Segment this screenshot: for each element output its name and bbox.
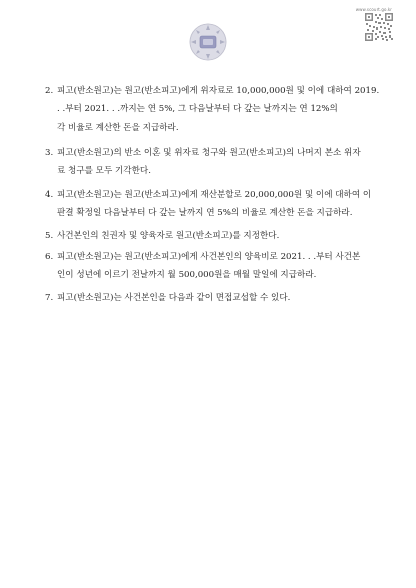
item-text-line: 료 청구를 모두 기각한다. <box>57 166 151 176</box>
item-text-line: 피고(반소원고)는 원고(반소피고)에게 사건본인의 양육비로 2021. . .부터 사건본 <box>57 252 361 262</box>
item-text-line: 피고(반소원고)는 원고(반소피고)에게 위자료로 10,000,000원 및 이에 대하여 2019. <box>57 86 380 96</box>
item-text-line: 각 비율로 계산한 돈을 지급하라. <box>57 123 179 133</box>
item-number: 5. <box>45 231 54 241</box>
item-number: 4. <box>45 190 54 200</box>
site-url: www.scourt.go.kr <box>355 7 392 12</box>
item-text-line: 판결 확정일 다음날부터 다 갚는 날까지 연 5%의 비율로 계산한 돈을 지급하라. <box>57 208 353 218</box>
item-number: 6. <box>45 252 54 262</box>
item-text-line: . .부터 2021. . .까지는 연 5%, 그 다음날부터 다 갚는 날까지는 연 12%의 <box>57 104 338 114</box>
item-text-line: 사건본인의 친권자 및 양육자로 원고(반소피고)를 지정한다. <box>57 231 280 241</box>
item-text-line: 피고(반소원고)는 원고(반소피고)에게 재산분할로 20,000,000원 및 이에 대하여 이 <box>57 190 372 200</box>
item-text-line: 인이 성년에 이르기 전날까지 월 500,000원을 매월 말일에 지급하라. <box>57 270 317 280</box>
item-number: 2. <box>45 86 54 96</box>
item-number: 7. <box>45 293 54 303</box>
item-number: 3. <box>45 148 54 158</box>
item-text-line: 피고(반소원고)는 사건본인을 다음과 같이 면접교섭할 수 있다. <box>57 293 291 303</box>
item-text-line: 피고(반소원고)의 반소 이혼 및 위자료 청구와 원고(반소피고)의 나머지 본소 위자 <box>57 148 361 158</box>
